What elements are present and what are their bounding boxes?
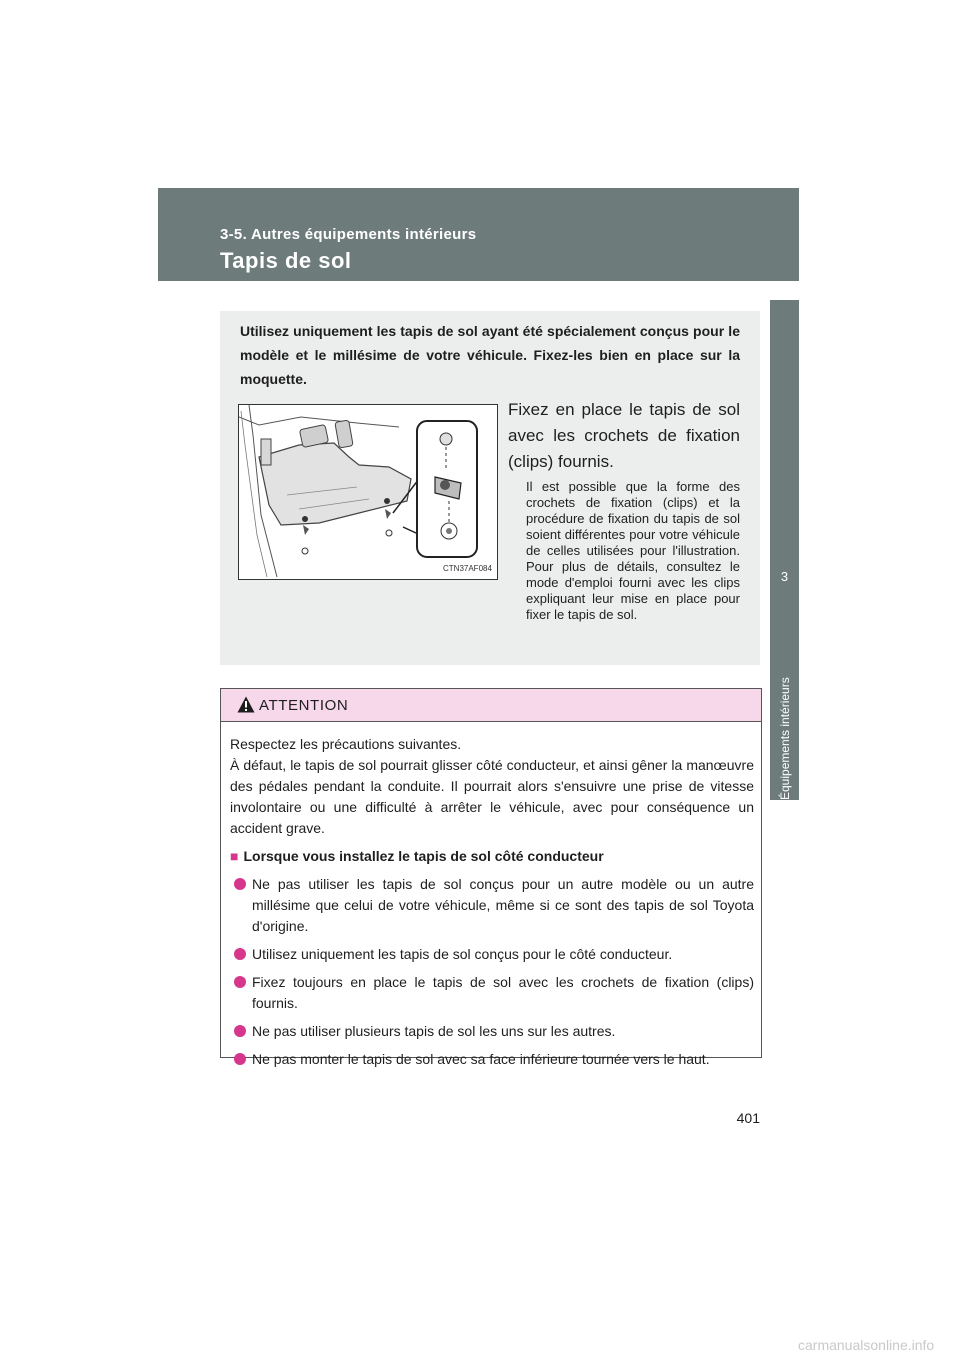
floor-mat-drawing [239, 405, 497, 579]
bullet-text: Ne pas monter le tapis de sol avec sa face inférieure tournée vers le haut. [252, 1051, 710, 1067]
warning-subheading [230, 846, 754, 867]
bullet-text: Ne pas utiliser plusieurs tapis de sol les uns sur les autres. [252, 1023, 616, 1039]
warning-title: ATTENTION [259, 697, 349, 714]
bullet-dot-icon [234, 1053, 246, 1065]
warning-paragraph: À défaut, le tapis de sol pourrait glisser côté conducteur, et ainsi gêner la manœuvre des pédales pendant la conduite. Il pourrait alors s'ensuivre une prise de vitesse involontaire ou une difficulté à arrêter le véhicule, avec pour conséquence un accident grave. [230, 757, 754, 836]
chapter-title: Équipements intérieurs [778, 677, 792, 800]
bullet-text: Ne pas utiliser les tapis de sol conçus pour un autre modèle ou un autre millésime que celui de votre véhicule, même si ce sont des tapis de sol Toyota d'origine. [252, 876, 754, 934]
list-item [230, 1021, 754, 1042]
watermark: carmanualsonline.info [798, 1337, 935, 1353]
list-item [230, 1049, 754, 1070]
bullet-dot-icon [234, 1025, 246, 1037]
warning-body [230, 734, 754, 1070]
section-header [158, 188, 799, 281]
bullet-text: Utilisez uniquement les tapis de sol conçus pour le côté conducteur. [252, 946, 673, 962]
warning-subheading-text: Lorsque vous installez le tapis de sol côté conducteur [243, 848, 604, 864]
list-item [230, 874, 754, 937]
bullet-dot-icon [234, 976, 246, 988]
list-item [230, 972, 754, 1014]
section-label: 3-5. Autres équipements intérieurs [220, 226, 477, 243]
floor-mat-illustration [238, 404, 498, 580]
list-item [230, 944, 754, 965]
warning-box [220, 688, 762, 1067]
warning-bullet-list [230, 874, 754, 1070]
warning-line: Respectez les précautions suivantes. [230, 736, 462, 752]
warning-triangle-icon [237, 696, 255, 713]
bullet-text: Fixez toujours en place le tapis de sol avec les crochets de fixation (clips) fournis. [252, 974, 754, 1011]
fix-instruction: Fixez en place le tapis de sol avec les crochets de fixation (clips) fournis. [508, 400, 740, 471]
page-title: Tapis de sol [220, 248, 352, 273]
bullet-dot-icon [234, 878, 246, 890]
info-box [220, 311, 760, 665]
page-number: 401 [736, 1110, 760, 1126]
square-bullet-icon: ■ [230, 848, 239, 864]
warning-header [221, 689, 761, 722]
intro-text: Utilisez uniquement les tapis de sol ayant été spécialement conçus pour le modèle et le millésime de votre véhicule. Fixez-les bien en place sur la moquette. [240, 323, 740, 387]
clip-note: Il est possible que la forme des crochets de fixation (clips) et la procédure de fixation du tapis de sol soient différentes pour votre véhicule de celles utilisées pour l'illustration. Pour plus de détails, consultez le mode d'emploi fourni avec les clips expliquant leur mise en place pour fixer le tapis de sol. [526, 479, 740, 622]
illustration-code: CTN37AF084 [443, 564, 492, 573]
bullet-dot-icon [234, 948, 246, 960]
chapter-number: 3 [780, 569, 789, 584]
